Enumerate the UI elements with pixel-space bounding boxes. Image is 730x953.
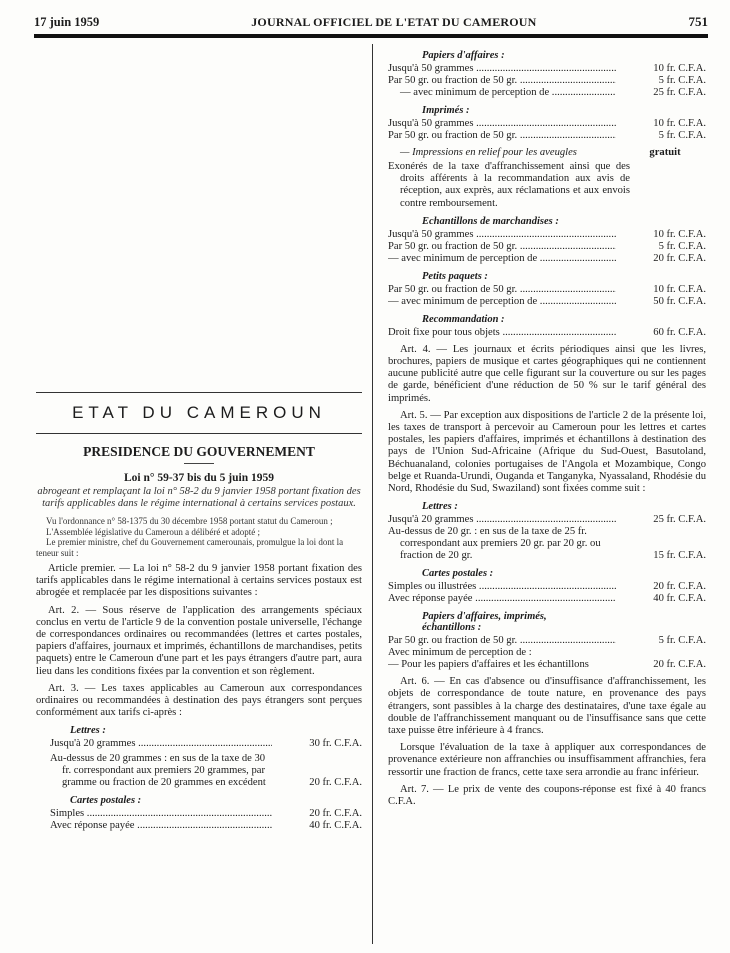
tariff-row: — Impressions en relief pour les aveugles gratuit	[400, 147, 681, 158]
tariff-row: Au-dessus de 20 gr. : en sus de la taxe de 25 fr. correspondant aux premiers 20 gr. par 20 gr. ou fraction de 20 gr. 15 fr. C.F.A.	[388, 526, 706, 562]
tariff-row: Par 50 gr. ou fraction de 50 gr. ..... 5 fr. C.F.A.	[388, 241, 706, 253]
tariff-row: — Pour les papiers d'affaires et les échantillons 20 fr. C.F.A.	[388, 659, 706, 671]
section-rule	[36, 433, 362, 434]
papiers-affaires-heading: Papiers d'affaires :	[422, 50, 505, 61]
tariff-row: Simples ..... 20 fr. C.F.A.	[50, 808, 362, 820]
page-header	[34, 14, 708, 32]
lettres-heading: Lettres :	[70, 725, 106, 737]
art5-lettres-heading: Lettres :	[422, 501, 458, 513]
tariff-row: — avec minimum de perception de ..... 20 fr. C.F.A.	[388, 253, 706, 265]
law-subtitle: abrogeant et remplaçant la loi n° 58-2 du 9 janvier 1958 portant fixation des tarifs applicables dans le régime international à certains services postaux.	[37, 486, 361, 509]
article-2: Art. 2. — Sous réserve de l'application des arrangements spéciaux conclus en vertu de l'article 9 de la convention postale universelle, l'échange de correspondances ordinaires ou recommandées (lettres et cartes postales, papiers d'affaires, journaux et imprimés, échantillons de marchandises, petits paquets) entre le Cameroun d'une part et les pays étrangers d'autre part, aura lieu dans les conditions fixées par la convention et son règlement.	[36, 604, 362, 677]
cartes-postales-heading: Cartes postales :	[70, 795, 142, 807]
law-title: Loi n° 59-37 bis du 5 juin 1959	[124, 472, 274, 484]
preamble-1: Vu l'ordonnance n° 58-1375 du 30 décembre 1958 portant statut du Cameroun ;	[46, 516, 333, 526]
echantillons-heading: Echantillons de marchandises :	[422, 215, 559, 227]
tariff-row: Au-dessus de 20 grammes : en sus de la taxe de 30 fr. correspondant aux premiers 20 grammes, par gramme ou fraction de 20 grammes en excédent 20 fr. C.F.A.	[50, 753, 362, 789]
preamble-3: Le premier ministre, chef du Gouvernement camerounais, promulgue la loi dont la teneur suit :	[36, 537, 344, 558]
tariff-row: Par 50 gr. ou fraction de 50 gr. ..... 5 fr. C.F.A.	[388, 75, 706, 87]
tariff-row: Par 50 gr. ou fraction de 50 gr. ..... 5 fr. C.F.A.	[388, 130, 706, 142]
preamble-2: L'Assemblée législative du Cameroun a délibéré et adopté ;	[46, 526, 261, 537]
tariff-row: Simples ou illustrées ..... 20 fr. C.F.A.	[388, 581, 706, 593]
short-rule	[184, 463, 214, 464]
state-title: ETAT DU CAMEROUN	[72, 403, 326, 422]
article-4: Art. 4. — Les journaux et écrits périodiques ainsi que les livres, brochures, papiers de musique et cartes géographiques qui ne contiennent aucune publicité autre que celle figurant sur la couverture ou sur les pages de garde, bénéficient d'une réduction de 50 % sur le tarif général des imprimés.	[388, 343, 706, 404]
journal-title: JOURNAL OFFICIEL DE L'ETAT DU CAMEROUN	[251, 15, 537, 29]
blank-area	[36, 42, 362, 392]
imprimes-heading: Imprimés :	[422, 105, 470, 116]
section-rule	[36, 392, 362, 393]
tariff-row: Avec minimum de perception de :	[388, 647, 532, 659]
tariff-row: Par 50 gr. ou fraction de 50 gr. ..... 10 fr. C.F.A.	[388, 284, 706, 296]
exoneres-note: Exonérés de la taxe d'affranchissement ainsi que des droits afférents à la recommandation aux avis de réception, aux exprès, aux réclamations et aux envois contre remboursement.	[388, 161, 630, 209]
tariff-row: Droit fixe pour tous objets ..... 60 fr. C.F.A.	[388, 327, 706, 339]
tariff-row: Jusqu'à 20 grammes ..... 25 fr. C.F.A.	[388, 514, 706, 526]
column-divider	[372, 44, 374, 944]
right-column	[388, 42, 706, 953]
art5-cartes-heading: Cartes postales :	[422, 568, 494, 580]
tariff-row: Jusqu'à 50 grammes ..... 10 fr. C.F.A.	[388, 229, 706, 241]
tariff-row: Avec réponse payée ..... 40 fr. C.F.A.	[388, 593, 706, 605]
left-column	[36, 42, 362, 953]
article-7: Art. 7. — Le prix de vente des coupons-réponse est fixé à 40 francs C.F.A.	[388, 783, 706, 808]
presidence-heading: PRESIDENCE DU GOUVERNEMENT	[83, 444, 315, 459]
article-6-paragraph-2: Lorsque l'évaluation de la taxe à appliquer aux correspondances de provenance extérieure non affranchies ou insuffisamment affranchies, fera ressortir une fraction de francs, cette taxe sera arrondie au franc inférieur.	[388, 742, 706, 778]
tariff-row: Par 50 gr. ou fraction de 50 gr. ..... 5 fr. C.F.A.	[388, 635, 706, 647]
petits-paquets-heading: Petits paquets :	[422, 270, 488, 282]
art5-papiers-heading: Papiers d'affaires, imprimés, échantillons :	[422, 611, 547, 634]
tariff-row: — avec minimum de perception de ..... 50 fr. C.F.A.	[388, 296, 706, 308]
issue-date: 17 juin 1959	[34, 15, 100, 29]
recommandation-heading: Recommandation :	[422, 313, 505, 325]
page-number: 751	[688, 14, 708, 29]
header-rule	[34, 34, 708, 38]
tariff-row: — avec minimum de perception de ..... 25 fr. C.F.A.	[388, 87, 706, 99]
article-6: Art. 6. — En cas d'absence ou d'insuffisance d'affranchissement, les objets de correspondance de toute nature, en provenance des pays étrangers, sont passibles à la charge des destinataires, d'une taxe égale au double de l'affranchissement manquant ou de l'insuffisance sans que cette taxe puisse être inférieure à 4 francs.	[388, 676, 706, 737]
tariff-row: Jusqu'à 20 grammes ..... 30 fr. C.F.A.	[50, 738, 362, 750]
article-5: Art. 5. — Par exception aux dispositions de l'article 2 de la présente loi, les taxes de transport à percevoir au Cameroun pour les lettres et cartes postales, les papiers d'affaires, imprimés et échantillons à destination des pays de l'Union Sud-Africaine (Afrique du Sud-Ouest, Basutoland, Béchuanaland, colonies portugaises de l'Angola et Mozambique, Congo belge et Ruanda-Urundi, Ouganda et Tanganyka, Nyassaland, Rhodésie du Nord, Rhodésie du Sud, Swaziland) sont fixées comme suit :	[388, 409, 706, 495]
tariff-row: Jusqu'à 50 grammes ..... 10 fr. C.F.A.	[388, 63, 706, 75]
article-3: Art. 3. — Les taxes applicables au Cameroun aux correspondances ordinaires ou recommandées à destination des pays étrangers sont perçues conformément aux tarifs ci-après :	[36, 682, 362, 719]
article-1: Article premier. — La loi n° 58-2 du 9 janvier 1958 portant fixation des tarifs applicables dans le régime international à certains services postaux est abrogée et remplacée par les dispositions suivantes :	[36, 563, 362, 599]
tariff-row: Avec réponse payée ..... 40 fr. C.F.A.	[50, 820, 362, 832]
tariff-row: Jusqu'à 50 grammes ..... 10 fr. C.F.A.	[388, 118, 706, 130]
